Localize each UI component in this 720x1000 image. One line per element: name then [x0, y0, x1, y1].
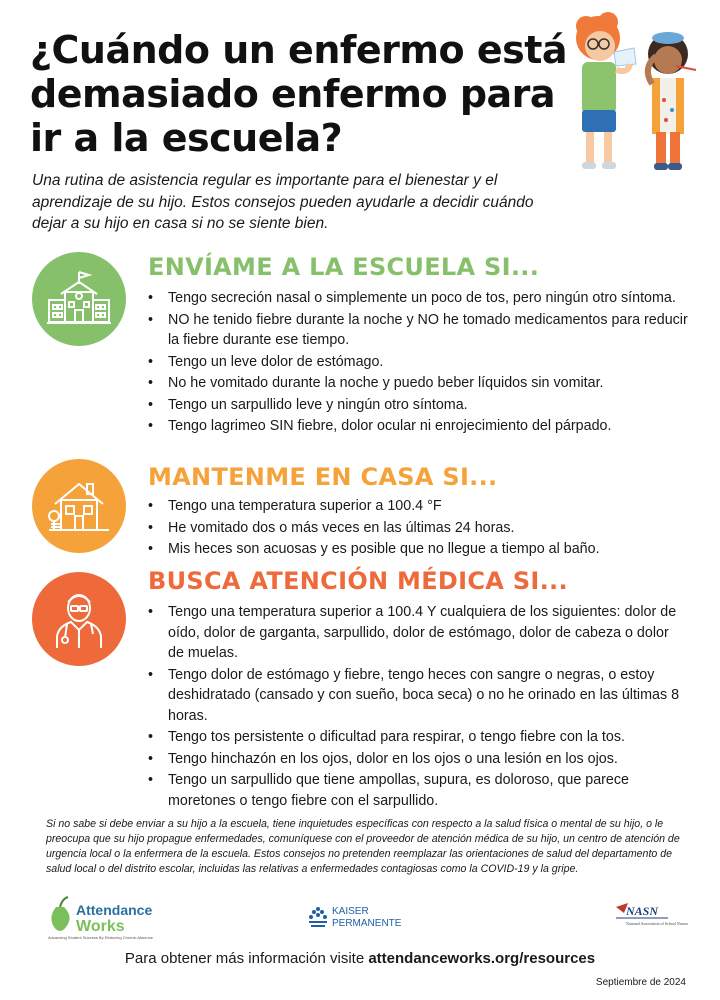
attendance-works-line1: Attendance: [76, 902, 153, 918]
disclaimer-text: Si no sabe si debe enviar a su hijo a la escuela, tiene inquietudes específicas con respecto a la salud física o mental de su hijo, o le preocupa que su hijo propague enfermedades, comuníquese con el proveedor de atención médica de su hijo, un centro de atención de urgencia local o la enfermera de la escuela. Estos consejos no pretenden reemplazar las orientaciones de salud del departamento de salud local o del distrito escolar, incluidas las relativas a enfermedades contagiosas como la COVID-19 y la gripe.: [46, 818, 680, 875]
kaiser-permanente-logo: [308, 901, 428, 931]
list-item: • Tengo una temperatura superior a 100.4 Y cualquiera de los siguientes: dolor de oído, dolor de garganta, sarpullido, dolor de estómago, dolor de cabeza o dolor de muelas.: [148, 604, 677, 661]
doctor-icon: [32, 572, 126, 666]
list-item: • Tengo un leve dolor de estómago.: [148, 353, 384, 370]
resources-link[interactable]: attendanceworks.org/resources: [368, 950, 596, 967]
list-item: • Tengo un sarpullido leve y ningún otro síntoma.: [148, 396, 468, 413]
list-item: • Tengo dolor de estómago y fiebre, tengo heces con sangre o negras, o estoy deshidratado (cansado y con sueño, boca seca) o no he orinado en las últimas 8 horas.: [148, 666, 680, 724]
page-title: ¿Cuándo un enfermo está demasiado enfermo para ir a la escuela?: [30, 28, 568, 160]
nasn-name: NASN: [626, 904, 659, 918]
list-item: • Tengo secreción nasal o simplemente un poco de tos, pero ningún otro síntoma.: [148, 290, 676, 306]
send-to-school-list: [148, 288, 688, 438]
list-item: • Tengo hinchazón en los ojos, dolor en los ojos o una lesión en los ojos.: [148, 750, 618, 767]
sick-kids-illustration: [556, 8, 706, 178]
seek-medical-heading: BUSCA ATENCIÓN MÉDICA SI...: [148, 567, 568, 595]
nasn-logo: [612, 901, 688, 935]
kid-with-thermometer-figure: [648, 32, 696, 170]
keep-home-list: [148, 496, 688, 561]
attendance-works-logo: [46, 893, 176, 941]
kid-blowing-nose-figure: [576, 12, 636, 169]
list-item: • NO he tenido fiebre durante la noche y NO he tomado medicamentos para reducir la fiebre durante ese tiempo.: [148, 311, 688, 348]
list-item: • Mis heces son acuosas y es posible que no llegue a tiempo al baño.: [148, 541, 600, 557]
kaiser-line2: PERMANENTE: [332, 918, 402, 929]
list-item: • Tengo lagrimeo SIN fiebre, dolor ocular ni enrojecimiento del párpado.: [148, 418, 612, 434]
seek-medical-list: [148, 602, 688, 812]
house-icon: [32, 459, 126, 553]
list-item: • No he vomitado durante la noche y puedo beber líquidos sin vomitar.: [148, 375, 604, 391]
school-icon: [32, 252, 126, 346]
publication-date: Septiembre de 2024: [595, 977, 686, 988]
more-info-prefix: Para obtener más información visite: [124, 950, 369, 967]
list-item: • Tengo tos persistente o dificultad para respirar, o tengo fiebre con la tos.: [148, 729, 625, 745]
list-item: • Tengo una temperatura superior a 100.4 °F: [148, 498, 442, 514]
list-item: • Tengo un sarpullido que tiene ampollas, supura, es doloroso, que parece moretones o tengo fiebre con el sarpullido.: [148, 772, 629, 809]
intro-text: Una rutina de asistencia regular es importante para el bienestar y el aprendizaje de su hijo. Estos consejos pueden ayudarle a decidir cuándo dejar a su hijo en casa si no se siente bien.: [32, 172, 534, 232]
nasn-tagline: National Association of School Nurses: [626, 921, 688, 926]
keep-home-heading: MANTENME EN CASA SI...: [148, 463, 498, 491]
more-info-line: [0, 950, 720, 967]
send-to-school-heading: ENVÍAME A LA ESCUELA SI...: [148, 253, 540, 281]
attendance-works-line2: Works: [76, 918, 125, 935]
attendance-works-tagline: Advancing Student Success By Reducing Chronic Absence: [48, 935, 153, 940]
kaiser-line1: KAISER: [332, 906, 369, 917]
list-item: • He vomitado dos o más veces en las últimas 24 horas.: [148, 519, 515, 536]
